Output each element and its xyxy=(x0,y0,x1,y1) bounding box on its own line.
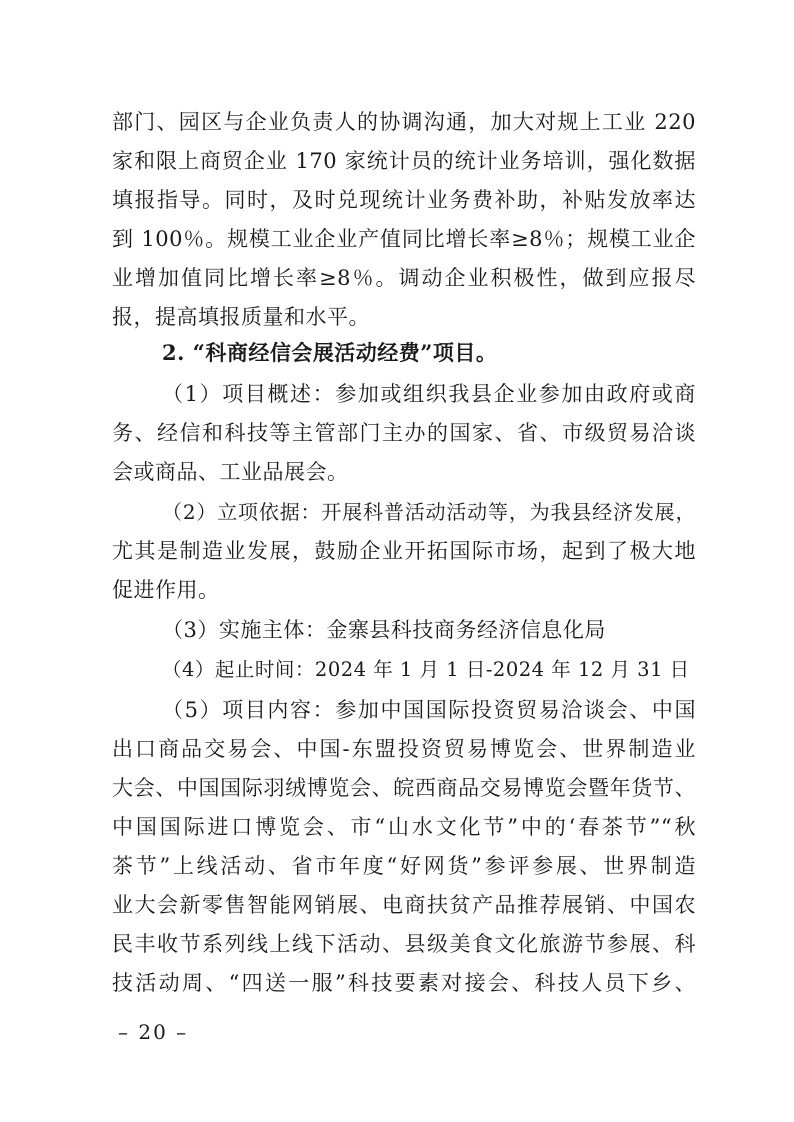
body-line: 业增加值同比增长率≥8％。调动企业积极性，做到应报尽 xyxy=(112,266,696,290)
body-line: 业大会新零售智能网销展、电商扶贫产品推荐展销、中国农 xyxy=(112,893,696,917)
body-line: 填报指导。同时，及时兑现统计业务费补助，补贴发放率达 xyxy=(112,188,696,212)
body-line: 技活动周、“四送一服”科技要素对接会、科技人员下乡、 xyxy=(112,971,696,995)
body-line: 会或商品、工业品展会。 xyxy=(112,460,349,484)
body-line: 务、经信和科技等主管部门主办的国家、省、市级贸易洽谈 xyxy=(112,421,696,445)
body-line: 尤其是制造业发展，鼓励企业开拓国际市场，起到了极大地 xyxy=(112,539,696,563)
body-line: 报，提高填报质量和水平。 xyxy=(112,305,370,329)
body-line: （4）起止时间：2024 年 1 月 1 日-2024 年 12 月 31 日 xyxy=(162,658,690,681)
body-line: （5）项目内容：参加中国国际投资贸易洽谈会、中国 xyxy=(162,698,696,722)
page-number: – 20 – xyxy=(118,1020,189,1044)
body-line: （3）实施主体：金寨县科技商务经济信息化局 xyxy=(162,618,606,642)
body-line: 大会、中国国际羽绒博览会、皖西商品交易博览会暨年货节、 xyxy=(112,776,696,800)
body-line: 茶节”上线活动、省市年度“好网货”参评参展、世界制造 xyxy=(112,854,696,878)
section-heading: 2. “科商经信会展活动经费”项目。 xyxy=(162,340,498,365)
body-line: 中国国际进口博览会、市“山水文化节”中的‘春茶节”“秋 xyxy=(112,815,696,839)
body-line: 家和限上商贸企业 170 家统计员的统计业务培训，强化数据 xyxy=(112,149,696,173)
body-line: （1）项目概述：参加或组织我县企业参加由政府或商 xyxy=(162,382,696,406)
body-line: （2）立项依据：开展科普活动活动等，为我县经济发展， xyxy=(162,500,696,524)
body-line: 到 100％。规模工业企业产值同比增长率≥8％；规模工业企 xyxy=(112,227,696,251)
body-line: 出口商品交易会、中国-东盟投资贸易博览会、世界制造业 xyxy=(112,737,696,761)
body-line: 部门、园区与企业负责人的协调沟通，加大对规上工业 220 xyxy=(112,110,696,134)
body-line: 民丰收节系列线上线下活动、县级美食文化旅游节参展、科 xyxy=(112,932,696,956)
body-line: 促进作用。 xyxy=(112,578,220,602)
